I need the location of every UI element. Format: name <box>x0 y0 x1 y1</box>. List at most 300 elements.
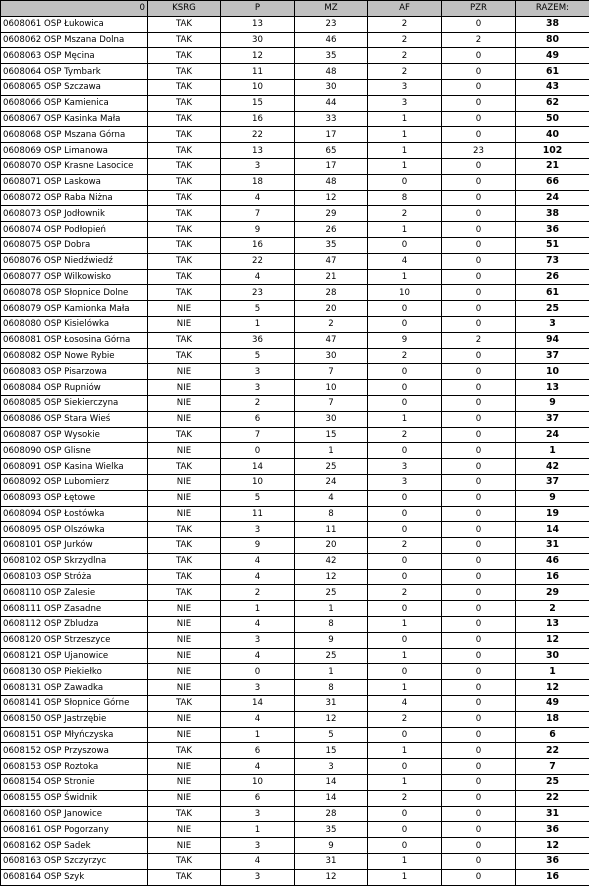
table-row[interactable] <box>1 538 589 554</box>
pzr-cell[interactable]: 0 <box>442 553 516 569</box>
mz-cell[interactable]: 33 <box>295 111 368 127</box>
p-cell[interactable]: 6 <box>221 790 295 806</box>
table-row[interactable] <box>1 711 589 727</box>
pzr-cell[interactable]: 0 <box>442 269 516 285</box>
p-cell[interactable]: 4 <box>221 711 295 727</box>
mz-cell[interactable]: 12 <box>295 869 368 885</box>
af-cell[interactable]: 2 <box>368 790 442 806</box>
mz-cell[interactable]: 26 <box>295 222 368 238</box>
unit-name-cell[interactable]: 0608081 OSP Łososina Górna <box>1 332 148 348</box>
af-cell[interactable]: 0 <box>368 364 442 380</box>
unit-name-cell[interactable]: 0608064 OSP Tymbark <box>1 64 148 80</box>
mz-cell[interactable]: 1 <box>295 601 368 617</box>
p-cell[interactable]: 15 <box>221 95 295 111</box>
pzr-cell[interactable]: 0 <box>442 222 516 238</box>
mz-cell[interactable]: 23 <box>295 16 368 32</box>
table-row[interactable] <box>1 79 589 95</box>
pzr-cell[interactable]: 0 <box>442 569 516 585</box>
razem-cell[interactable]: 61 <box>516 285 589 301</box>
mz-cell[interactable]: 20 <box>295 538 368 554</box>
af-cell[interactable]: 1 <box>368 869 442 885</box>
pzr-cell[interactable]: 0 <box>442 459 516 475</box>
p-cell[interactable]: 1 <box>221 601 295 617</box>
razem-cell[interactable]: 1 <box>516 664 589 680</box>
p-cell[interactable]: 22 <box>221 253 295 269</box>
pzr-cell[interactable]: 0 <box>442 364 516 380</box>
p-cell[interactable]: 1 <box>221 316 295 332</box>
table-row[interactable] <box>1 743 589 759</box>
mz-cell[interactable]: 3 <box>295 759 368 775</box>
unit-name-cell[interactable]: 0608102 OSP Skrzydlna <box>1 553 148 569</box>
ksrg-cell[interactable]: NIE <box>148 790 221 806</box>
unit-name-cell[interactable]: 0608121 OSP Ujanowice <box>1 648 148 664</box>
razem-cell[interactable]: 37 <box>516 411 589 427</box>
mz-cell[interactable]: 48 <box>295 64 368 80</box>
ksrg-cell[interactable]: TAK <box>148 269 221 285</box>
p-cell[interactable]: 11 <box>221 64 295 80</box>
af-cell[interactable]: 0 <box>368 237 442 253</box>
p-cell[interactable]: 18 <box>221 174 295 190</box>
pzr-cell[interactable]: 0 <box>442 822 516 838</box>
af-cell[interactable]: 0 <box>368 569 442 585</box>
mz-cell[interactable]: 12 <box>295 569 368 585</box>
unit-name-cell[interactable]: 0608067 OSP Kasinka Mała <box>1 111 148 127</box>
pzr-cell[interactable]: 0 <box>442 127 516 143</box>
unit-name-cell[interactable]: 0608061 OSP Łukowica <box>1 16 148 32</box>
af-cell[interactable]: 0 <box>368 822 442 838</box>
pzr-cell[interactable]: 0 <box>442 253 516 269</box>
unit-name-cell[interactable]: 0608086 OSP Stara Wieś <box>1 411 148 427</box>
mz-cell[interactable]: 30 <box>295 79 368 95</box>
pzr-cell[interactable]: 0 <box>442 411 516 427</box>
pzr-cell[interactable]: 0 <box>442 869 516 885</box>
unit-name-cell[interactable]: 0608080 OSP Kisielówka <box>1 316 148 332</box>
razem-cell[interactable]: 21 <box>516 158 589 174</box>
pzr-cell[interactable]: 0 <box>442 190 516 206</box>
pzr-cell[interactable]: 0 <box>442 601 516 617</box>
razem-cell[interactable]: 36 <box>516 854 589 870</box>
table-row[interactable] <box>1 459 589 475</box>
razem-cell[interactable]: 9 <box>516 395 589 411</box>
pzr-cell[interactable]: 0 <box>442 490 516 506</box>
p-cell[interactable]: 1 <box>221 727 295 743</box>
mz-cell[interactable]: 29 <box>295 206 368 222</box>
unit-name-cell[interactable]: 0608092 OSP Lubomierz <box>1 474 148 490</box>
mz-cell[interactable]: 7 <box>295 395 368 411</box>
mz-cell[interactable]: 35 <box>295 822 368 838</box>
pzr-cell[interactable]: 0 <box>442 111 516 127</box>
ksrg-cell[interactable]: NIE <box>148 411 221 427</box>
mz-cell[interactable]: 46 <box>295 32 368 48</box>
ksrg-cell[interactable]: TAK <box>148 285 221 301</box>
razem-cell[interactable]: 49 <box>516 48 589 64</box>
ksrg-cell[interactable]: TAK <box>148 64 221 80</box>
af-cell[interactable]: 0 <box>368 727 442 743</box>
ksrg-cell[interactable]: TAK <box>148 158 221 174</box>
table-row[interactable] <box>1 332 589 348</box>
p-cell[interactable]: 5 <box>221 348 295 364</box>
unit-name-cell[interactable]: 0608163 OSP Szczyrzyc <box>1 854 148 870</box>
table-row[interactable] <box>1 838 589 854</box>
unit-name-cell[interactable]: 0608141 OSP Słopnice Górne <box>1 696 148 712</box>
razem-cell[interactable]: 40 <box>516 127 589 143</box>
pzr-cell[interactable]: 0 <box>442 285 516 301</box>
unit-name-cell[interactable]: 0608066 OSP Kamienica <box>1 95 148 111</box>
razem-cell[interactable]: 1 <box>516 443 589 459</box>
table-row[interactable] <box>1 253 589 269</box>
ksrg-cell[interactable]: TAK <box>148 869 221 885</box>
p-cell[interactable]: 5 <box>221 301 295 317</box>
table-row[interactable] <box>1 16 589 32</box>
razem-cell[interactable]: 25 <box>516 775 589 791</box>
af-cell[interactable]: 2 <box>368 64 442 80</box>
p-cell[interactable]: 4 <box>221 269 295 285</box>
unit-name-cell[interactable]: 0608101 OSP Jurków <box>1 538 148 554</box>
table-row[interactable] <box>1 790 589 806</box>
ksrg-cell[interactable]: NIE <box>148 443 221 459</box>
mz-cell[interactable]: 14 <box>295 775 368 791</box>
af-cell[interactable]: 1 <box>368 411 442 427</box>
af-cell[interactable]: 1 <box>368 743 442 759</box>
pzr-cell[interactable]: 0 <box>442 427 516 443</box>
unit-name-cell[interactable]: 0608164 OSP Szyk <box>1 869 148 885</box>
p-cell[interactable]: 0 <box>221 443 295 459</box>
table-row[interactable] <box>1 301 589 317</box>
razem-cell[interactable]: 3 <box>516 316 589 332</box>
p-cell[interactable]: 14 <box>221 459 295 475</box>
ksrg-cell[interactable]: TAK <box>148 332 221 348</box>
p-cell[interactable]: 36 <box>221 332 295 348</box>
razem-cell[interactable]: 14 <box>516 522 589 538</box>
razem-cell[interactable]: 80 <box>516 32 589 48</box>
table-row[interactable] <box>1 759 589 775</box>
pzr-cell[interactable]: 0 <box>442 680 516 696</box>
table-row[interactable] <box>1 95 589 111</box>
table-row[interactable] <box>1 585 589 601</box>
razem-cell[interactable]: 38 <box>516 206 589 222</box>
table-row[interactable] <box>1 601 589 617</box>
mz-cell[interactable]: 31 <box>295 854 368 870</box>
p-cell[interactable]: 6 <box>221 743 295 759</box>
af-cell[interactable]: 9 <box>368 332 442 348</box>
razem-cell[interactable]: 12 <box>516 680 589 696</box>
ksrg-cell[interactable]: TAK <box>148 143 221 159</box>
mz-cell[interactable]: 2 <box>295 316 368 332</box>
p-cell[interactable]: 10 <box>221 79 295 95</box>
mz-cell[interactable]: 65 <box>295 143 368 159</box>
pzr-cell[interactable]: 0 <box>442 648 516 664</box>
ksrg-cell[interactable]: NIE <box>148 648 221 664</box>
table-row[interactable] <box>1 427 589 443</box>
af-cell[interactable]: 1 <box>368 111 442 127</box>
razem-cell[interactable]: 36 <box>516 822 589 838</box>
pzr-cell[interactable]: 0 <box>442 301 516 317</box>
ksrg-cell[interactable]: TAK <box>148 348 221 364</box>
af-cell[interactable]: 1 <box>368 222 442 238</box>
table-row[interactable] <box>1 285 589 301</box>
ksrg-cell[interactable]: TAK <box>148 48 221 64</box>
p-cell[interactable]: 7 <box>221 206 295 222</box>
ksrg-cell[interactable]: TAK <box>148 253 221 269</box>
razem-cell[interactable]: 7 <box>516 759 589 775</box>
mz-cell[interactable]: 14 <box>295 790 368 806</box>
mz-cell[interactable]: 30 <box>295 348 368 364</box>
af-cell[interactable]: 0 <box>368 838 442 854</box>
p-cell[interactable]: 3 <box>221 380 295 396</box>
p-cell[interactable]: 9 <box>221 222 295 238</box>
mz-cell[interactable]: 44 <box>295 95 368 111</box>
unit-name-cell[interactable]: 0608120 OSP Strzeszyce <box>1 632 148 648</box>
unit-name-cell[interactable]: 0608079 OSP Kamionka Mała <box>1 301 148 317</box>
mz-cell[interactable]: 25 <box>295 648 368 664</box>
unit-name-cell[interactable]: 0608069 OSP Limanowa <box>1 143 148 159</box>
pzr-cell[interactable]: 0 <box>442 838 516 854</box>
razem-cell[interactable]: 38 <box>516 16 589 32</box>
table-row[interactable] <box>1 696 589 712</box>
table-row[interactable] <box>1 474 589 490</box>
ksrg-cell[interactable]: TAK <box>148 459 221 475</box>
table-row[interactable] <box>1 364 589 380</box>
af-cell[interactable]: 3 <box>368 79 442 95</box>
p-cell[interactable]: 10 <box>221 775 295 791</box>
pzr-cell[interactable]: 0 <box>442 538 516 554</box>
ksrg-cell[interactable]: NIE <box>148 617 221 633</box>
mz-cell[interactable]: 30 <box>295 411 368 427</box>
table-row[interactable] <box>1 490 589 506</box>
pzr-cell[interactable]: 0 <box>442 632 516 648</box>
table-row[interactable] <box>1 127 589 143</box>
af-cell[interactable]: 1 <box>368 775 442 791</box>
mz-cell[interactable]: 21 <box>295 269 368 285</box>
unit-name-cell[interactable]: 0608095 OSP Olszówka <box>1 522 148 538</box>
af-cell[interactable]: 1 <box>368 854 442 870</box>
mz-cell[interactable]: 28 <box>295 806 368 822</box>
column-header-unit[interactable]: 0 <box>1 1 148 17</box>
p-cell[interactable]: 4 <box>221 759 295 775</box>
p-cell[interactable]: 4 <box>221 854 295 870</box>
af-cell[interactable]: 0 <box>368 490 442 506</box>
ksrg-cell[interactable]: TAK <box>148 127 221 143</box>
mz-cell[interactable]: 17 <box>295 127 368 143</box>
af-cell[interactable]: 1 <box>368 158 442 174</box>
unit-name-cell[interactable]: 0608065 OSP Szczawa <box>1 79 148 95</box>
mz-cell[interactable]: 25 <box>295 585 368 601</box>
table-row[interactable] <box>1 506 589 522</box>
mz-cell[interactable]: 5 <box>295 727 368 743</box>
table-row[interactable] <box>1 395 589 411</box>
pzr-cell[interactable]: 0 <box>442 348 516 364</box>
af-cell[interactable]: 2 <box>368 538 442 554</box>
pzr-cell[interactable]: 0 <box>442 506 516 522</box>
p-cell[interactable]: 7 <box>221 427 295 443</box>
pzr-cell[interactable]: 0 <box>442 158 516 174</box>
table-row[interactable] <box>1 648 589 664</box>
mz-cell[interactable]: 4 <box>295 490 368 506</box>
mz-cell[interactable]: 17 <box>295 158 368 174</box>
p-cell[interactable]: 2 <box>221 585 295 601</box>
p-cell[interactable]: 3 <box>221 680 295 696</box>
unit-name-cell[interactable]: 0608077 OSP Wilkowisko <box>1 269 148 285</box>
mz-cell[interactable]: 8 <box>295 506 368 522</box>
pzr-cell[interactable]: 0 <box>442 743 516 759</box>
pzr-cell[interactable]: 0 <box>442 174 516 190</box>
pzr-cell[interactable]: 2 <box>442 332 516 348</box>
ksrg-cell[interactable]: TAK <box>148 16 221 32</box>
razem-cell[interactable]: 25 <box>516 301 589 317</box>
pzr-cell[interactable]: 0 <box>442 79 516 95</box>
razem-cell[interactable]: 24 <box>516 427 589 443</box>
mz-cell[interactable]: 24 <box>295 474 368 490</box>
column-header-ksrg[interactable]: KSRG <box>148 1 221 17</box>
pzr-cell[interactable]: 0 <box>442 395 516 411</box>
p-cell[interactable]: 10 <box>221 474 295 490</box>
p-cell[interactable]: 4 <box>221 648 295 664</box>
razem-cell[interactable]: 6 <box>516 727 589 743</box>
ksrg-cell[interactable]: TAK <box>148 854 221 870</box>
ksrg-cell[interactable]: NIE <box>148 822 221 838</box>
pzr-cell[interactable]: 23 <box>442 143 516 159</box>
razem-cell[interactable]: 46 <box>516 553 589 569</box>
ksrg-cell[interactable]: NIE <box>148 490 221 506</box>
af-cell[interactable]: 2 <box>368 48 442 64</box>
ksrg-cell[interactable]: TAK <box>148 743 221 759</box>
unit-name-cell[interactable]: 0608103 OSP Stróża <box>1 569 148 585</box>
razem-cell[interactable]: 2 <box>516 601 589 617</box>
column-header-p[interactable]: P <box>221 1 295 17</box>
ksrg-cell[interactable]: TAK <box>148 79 221 95</box>
af-cell[interactable]: 0 <box>368 806 442 822</box>
af-cell[interactable]: 2 <box>368 585 442 601</box>
ksrg-cell[interactable]: TAK <box>148 696 221 712</box>
af-cell[interactable]: 2 <box>368 711 442 727</box>
p-cell[interactable]: 4 <box>221 569 295 585</box>
pzr-cell[interactable]: 0 <box>442 443 516 459</box>
table-row[interactable] <box>1 32 589 48</box>
unit-name-cell[interactable]: 0608076 OSP Niedźwiedź <box>1 253 148 269</box>
mz-cell[interactable]: 28 <box>295 285 368 301</box>
af-cell[interactable]: 0 <box>368 553 442 569</box>
p-cell[interactable]: 4 <box>221 553 295 569</box>
unit-name-cell[interactable]: 0608162 OSP Sadek <box>1 838 148 854</box>
razem-cell[interactable]: 50 <box>516 111 589 127</box>
unit-name-cell[interactable]: 0608110 OSP Zalesie <box>1 585 148 601</box>
table-row[interactable] <box>1 854 589 870</box>
ksrg-cell[interactable]: NIE <box>148 316 221 332</box>
af-cell[interactable]: 10 <box>368 285 442 301</box>
pzr-cell[interactable]: 0 <box>442 95 516 111</box>
pzr-cell[interactable]: 0 <box>442 380 516 396</box>
ksrg-cell[interactable]: NIE <box>148 474 221 490</box>
af-cell[interactable]: 2 <box>368 32 442 48</box>
p-cell[interactable]: 4 <box>221 617 295 633</box>
p-cell[interactable]: 3 <box>221 838 295 854</box>
ksrg-cell[interactable]: NIE <box>148 711 221 727</box>
ksrg-cell[interactable]: NIE <box>148 775 221 791</box>
mz-cell[interactable]: 47 <box>295 253 368 269</box>
af-cell[interactable]: 0 <box>368 395 442 411</box>
ksrg-cell[interactable]: NIE <box>148 727 221 743</box>
unit-name-cell[interactable]: 0608075 OSP Dobra <box>1 237 148 253</box>
razem-cell[interactable]: 9 <box>516 490 589 506</box>
af-cell[interactable]: 0 <box>368 506 442 522</box>
af-cell[interactable]: 3 <box>368 95 442 111</box>
razem-cell[interactable]: 16 <box>516 869 589 885</box>
unit-name-cell[interactable]: 0608094 OSP Łostówka <box>1 506 148 522</box>
p-cell[interactable]: 11 <box>221 506 295 522</box>
p-cell[interactable]: 14 <box>221 696 295 712</box>
razem-cell[interactable]: 66 <box>516 174 589 190</box>
unit-name-cell[interactable]: 0608071 OSP Laskowa <box>1 174 148 190</box>
pzr-cell[interactable]: 0 <box>442 206 516 222</box>
unit-name-cell[interactable]: 0608093 OSP Łętowe <box>1 490 148 506</box>
table-row[interactable] <box>1 806 589 822</box>
razem-cell[interactable]: 31 <box>516 538 589 554</box>
unit-name-cell[interactable]: 0608091 OSP Kasina Wielka <box>1 459 148 475</box>
af-cell[interactable]: 3 <box>368 474 442 490</box>
mz-cell[interactable]: 1 <box>295 443 368 459</box>
razem-cell[interactable]: 16 <box>516 569 589 585</box>
ksrg-cell[interactable]: NIE <box>148 380 221 396</box>
pzr-cell[interactable]: 0 <box>442 617 516 633</box>
af-cell[interactable]: 8 <box>368 190 442 206</box>
unit-name-cell[interactable]: 0608072 OSP Raba Niżna <box>1 190 148 206</box>
mz-cell[interactable]: 35 <box>295 237 368 253</box>
p-cell[interactable]: 9 <box>221 538 295 554</box>
pzr-cell[interactable]: 0 <box>442 316 516 332</box>
pzr-cell[interactable]: 0 <box>442 664 516 680</box>
ksrg-cell[interactable]: TAK <box>148 95 221 111</box>
razem-cell[interactable]: 102 <box>516 143 589 159</box>
unit-name-cell[interactable]: 0608085 OSP Siekierczyna <box>1 395 148 411</box>
af-cell[interactable]: 0 <box>368 301 442 317</box>
razem-cell[interactable]: 26 <box>516 269 589 285</box>
razem-cell[interactable]: 37 <box>516 348 589 364</box>
p-cell[interactable]: 16 <box>221 111 295 127</box>
razem-cell[interactable]: 36 <box>516 222 589 238</box>
mz-cell[interactable]: 7 <box>295 364 368 380</box>
ksrg-cell[interactable]: TAK <box>148 538 221 554</box>
af-cell[interactable]: 1 <box>368 680 442 696</box>
mz-cell[interactable]: 9 <box>295 838 368 854</box>
af-cell[interactable]: 1 <box>368 143 442 159</box>
ksrg-cell[interactable]: NIE <box>148 506 221 522</box>
p-cell[interactable]: 4 <box>221 190 295 206</box>
table-row[interactable] <box>1 222 589 238</box>
af-cell[interactable]: 0 <box>368 443 442 459</box>
ksrg-cell[interactable]: NIE <box>148 301 221 317</box>
unit-name-cell[interactable]: 0608087 OSP Wysokie <box>1 427 148 443</box>
pzr-cell[interactable]: 0 <box>442 790 516 806</box>
mz-cell[interactable]: 42 <box>295 553 368 569</box>
ksrg-cell[interactable]: TAK <box>148 522 221 538</box>
p-cell[interactable]: 13 <box>221 143 295 159</box>
table-row[interactable] <box>1 348 589 364</box>
pzr-cell[interactable]: 0 <box>442 696 516 712</box>
af-cell[interactable]: 2 <box>368 427 442 443</box>
pzr-cell[interactable]: 0 <box>442 854 516 870</box>
table-row[interactable] <box>1 158 589 174</box>
unit-name-cell[interactable]: 0608078 OSP Słopnice Dolne <box>1 285 148 301</box>
unit-name-cell[interactable]: 0608161 OSP Pogorzany <box>1 822 148 838</box>
ksrg-cell[interactable]: TAK <box>148 174 221 190</box>
table-row[interactable] <box>1 316 589 332</box>
pzr-cell[interactable]: 2 <box>442 32 516 48</box>
razem-cell[interactable]: 10 <box>516 364 589 380</box>
table-row[interactable] <box>1 64 589 80</box>
razem-cell[interactable]: 22 <box>516 790 589 806</box>
af-cell[interactable]: 1 <box>368 617 442 633</box>
table-row[interactable] <box>1 727 589 743</box>
